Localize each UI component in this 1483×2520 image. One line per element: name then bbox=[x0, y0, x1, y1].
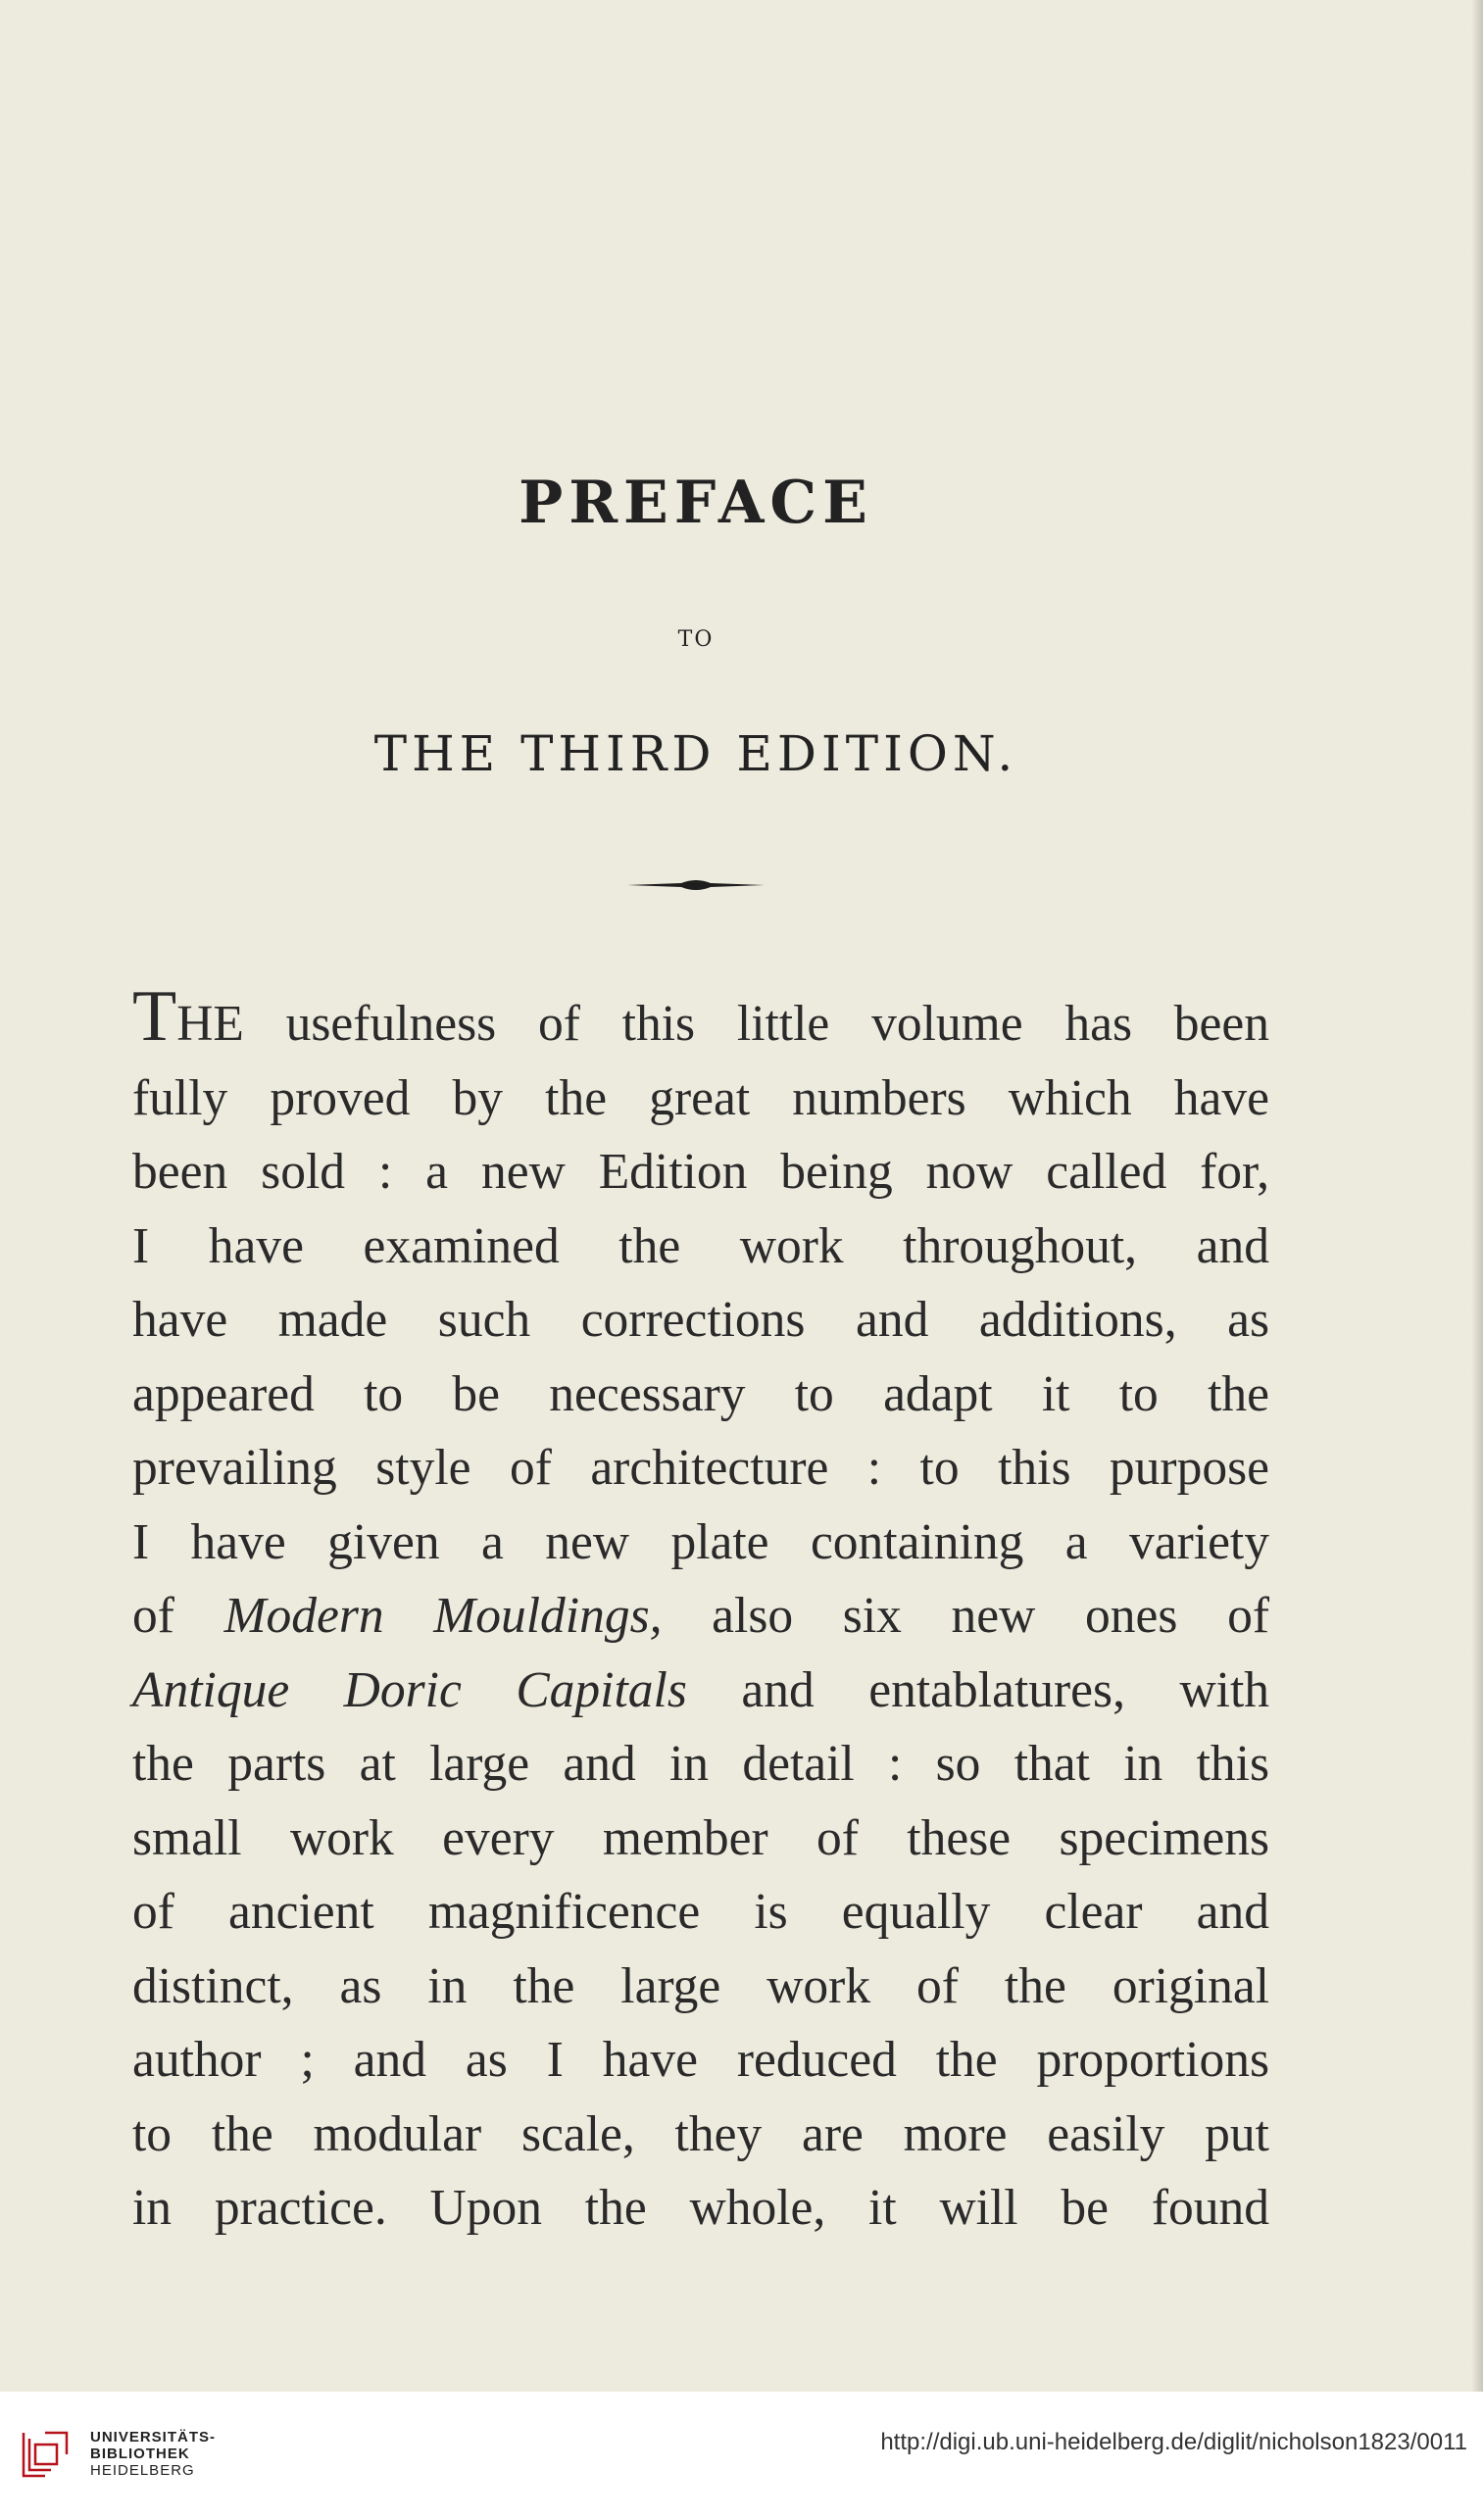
library-line-3: HEIDELBERG bbox=[90, 2462, 195, 2479]
source-url-link[interactable]: http://digi.ub.uni-heidelberg.de/diglit/nicholson1823/0011 bbox=[880, 2429, 1467, 2455]
text-line: author ; and as I have reduced the proportions bbox=[132, 2032, 1269, 2088]
text-line: prevailing style of architecture : to this purpose bbox=[132, 1440, 1269, 1496]
text-line bbox=[132, 1654, 1269, 1728]
preface-body bbox=[132, 976, 1269, 2246]
library-line-1: UNIVERSITÄTS- bbox=[90, 2429, 217, 2446]
text-line: in practice. Upon the whole, it will be found bbox=[132, 2180, 1269, 2236]
ornament-divider bbox=[627, 875, 765, 895]
text-line: I have examined the work throughout, and bbox=[132, 1217, 1269, 1274]
text-line: of ancient magnificence is equally clear and bbox=[132, 1884, 1269, 1940]
italic-antique-doric-capitals: Antique Doric Capitals bbox=[132, 1661, 687, 1718]
to-heading: TO bbox=[677, 627, 715, 652]
preface-heading: PREFACE bbox=[519, 469, 873, 537]
footer-bar bbox=[0, 2392, 1483, 2520]
text-line: distinct, as in the large work of the original bbox=[132, 1957, 1269, 2014]
text-line: appeared to be necessary to adapt it to the bbox=[132, 1365, 1269, 1422]
text-line: fully proved by the great numbers which have bbox=[132, 1069, 1269, 1126]
text-fragment: of bbox=[132, 1588, 174, 1644]
text-fragment: and entablatures, with bbox=[741, 1661, 1269, 1718]
library-name bbox=[90, 2429, 216, 2479]
library-line-2: BIBLIOTHEK bbox=[90, 2446, 190, 2462]
text-line-content: HE usefulness of this little volume has been bbox=[176, 996, 1269, 1052]
text-line: small work every member of these specimens bbox=[132, 1809, 1269, 1866]
text-line: the parts at large and in detail : so that in this bbox=[132, 1736, 1269, 1792]
text-line: have made such corrections and additions, as bbox=[132, 1292, 1269, 1348]
dropcap: T bbox=[132, 976, 177, 1057]
edition-heading: THE THIRD EDITION. bbox=[373, 725, 1018, 782]
text-line: I have given a new plate containing a variety bbox=[132, 1513, 1269, 1570]
text-line bbox=[132, 1579, 1269, 1654]
text-line: been sold : a new Edition being now called for, bbox=[132, 1144, 1269, 1200]
text-line bbox=[132, 976, 1269, 1062]
library-logo-icon[interactable] bbox=[16, 2425, 74, 2484]
text-fragment: also six new ones of bbox=[712, 1588, 1269, 1644]
text-line: to the modular scale, they are more easily put bbox=[132, 2105, 1269, 2162]
italic-modern-mouldings: Modern Mouldings, bbox=[223, 1588, 663, 1644]
